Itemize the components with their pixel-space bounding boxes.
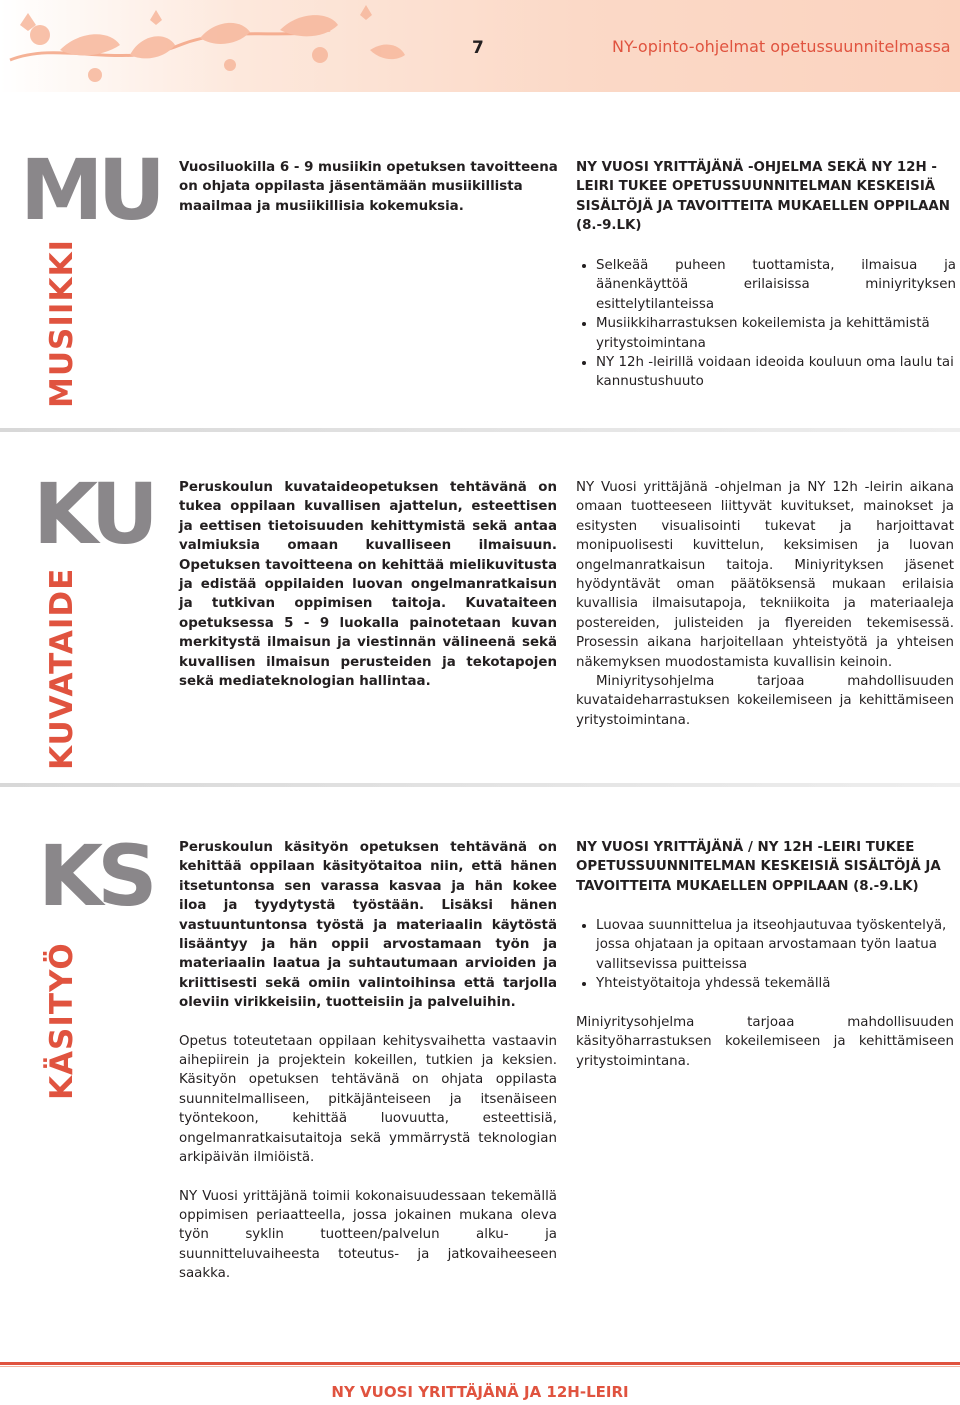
section-label-musiikki: MUSIIKKI xyxy=(44,239,80,408)
kuvataide-left-text: Peruskoulun kuvataideopetuksen tehtävänä on tukea oppilaan kuvallisen ajattelun, esteettisen ja eettisen tietoisuuden kehittymistä sekä antaa valmiuksia omaan kuvalliseen ilmaisuun. Opetuksen tavoitteena on kehittää mielikuvitusta ja edistää oppilaiden luovan ongelmanratkaisun ja tutkivan oppimisen taitoja. Kuvataiteen opetuksessa 5 - 9 luokalla painotetaan kuvan merkitystä ilmaisun ja viestinnän välineenä sekä kuvallisen ilmaisun perusteiden ja tekotapojen sekä mediateknologian hallintaa. xyxy=(179,480,557,690)
section-label-kuvataide: KUVATAIDE xyxy=(44,567,80,770)
musiikki-heading: NY VUOSI YRITTÄJÄNÄ -OHJELMA SEKÄ NY 12H -LEIRI TUKEE OPETUSSUUNNITELMAN KESKEISIÄ SISÄLTÖJÄ JA TAVOITTEITA MUKAELLEN OPPILAAN (8.-9.LK) xyxy=(576,160,950,234)
kasityo-left-text xyxy=(179,838,557,1284)
musiikki-bullet-list xyxy=(576,256,956,392)
footer-rule xyxy=(0,1366,960,1367)
footer-title: NY VUOSI YRITTÄJÄNÄ JA 12H-LEIRI xyxy=(331,1383,629,1401)
kuvataide-right-paragraph: NY Vuosi yrittäjänä -ohjelman ja NY 12h -leirin aikana omaan tuotteeseen liittyvät kuvitukset, mainokset ja esitysten visualisointi tukevat ja harjoittavat monipuolisesti kuvittelun, keksimisen ja luovan ongelmanratkaisun taitoja. Miniyrityksen jäsenet hyödyntävät oman päätöksensä mukaan erilaisia kuvallisia ilmaisutapoja, tekniikoita ja materiaaleja postereiden, julisteiden ja flyereiden tekemisessä. Prosessin aikana harjoitellaan yhteistyötä ja yhteisen näkemyksen muodostamista kuvallisin keinoin. xyxy=(576,480,954,670)
section-label-kasityo: KÄSITYÖ xyxy=(44,942,80,1100)
musiikki-intro: Vuosiluokilla 6 - 9 musiikin opetuksen tavoitteena on ohjata oppilasta jäsentämään musiikillista maailmaa ja musiikillisia kokemuksia. xyxy=(179,160,558,214)
section-divider xyxy=(0,428,960,432)
floral-decoration-icon xyxy=(0,0,420,92)
kasityo-bullet: • Yhteistyötaitoja yhdessä tekemällä xyxy=(596,974,956,993)
section-abbr-musiikki: MU xyxy=(20,141,160,239)
section-divider xyxy=(0,783,960,787)
kasityo-bullet-list xyxy=(576,916,956,994)
kasityo-bullet: • Luovaa suunnittelua ja itseohjautuvaa työskentelyä, jossa ohjataan ja opitaan arvostamaan työn laatua vallitsevissa puitteissa xyxy=(596,916,956,974)
musiikki-bullet: • Selkeää puheen tuottamista, ilmaisua ja äänenkäyttöä erilaisissa miniyrityksen esittelytilanteissa xyxy=(596,256,956,314)
page-header xyxy=(0,0,960,92)
musiikki-bullet: • Musiikkiharrastuksen kokeilemista ja kehittämistä yritystoimintana xyxy=(596,314,956,353)
kasityo-left-paragraph: Opetus toteutetaan oppilaan kehitysvaihetta vastaavin aihepiirein ja projektein kokeillen, tutkien ja keksien. Käsityön opetuksen tehtävänä on ohjata oppilasta suunnitelmalliseen, pitkäjänteiseen ja itsenäiseen työntekoon, kehittää luovuutta, esteettisiä, ongelmanratkaisutaitoja sekä ymmärrystä teknologian arkipäivän ilmiöistä. xyxy=(179,1033,557,1166)
kasityo-left-paragraph: NY Vuosi yrittäjänä toimii kokonaisuudessaan tekemällä oppimisen periaatteella, jossa jokainen mukana oleva työn syklin tuotteen/palvelun alku- ja suunnitteluvaiheesta toteutus- ja jatkovaiheeseen saakka. xyxy=(179,1188,557,1282)
kuvataide-right-text xyxy=(576,478,954,730)
musiikki-bullet: • NY 12h -leirillä voidaan ideoida kouluun oma laulu tai kannustushuuto xyxy=(596,353,956,392)
kasityo-left-paragraph: Peruskoulun käsityön opetuksen tehtävänä on kehittää oppilaan käsityötaitoa niin, että hänen itsetuntonsa sen varassa kasvaa ja hän kokee iloa ja tyydytystä työstään. Lisäksi hänen vastuuntuntonsa työstä ja materiaalin käytöstä lisääntyy ja hän oppii arvostamaan työn ja materiaalin laatua ja suhtautumaan arvioiden ja kriittisesti sekä omiin valintoihinsa että tarjolla oleviin virikkeisiin, tuotteisiin ja palveluihin. xyxy=(179,840,557,1011)
page-number: 7 xyxy=(472,38,484,58)
footer-rule xyxy=(0,1362,960,1365)
kuvataide-right-paragraph: Miniyritysohjelma tarjoaa mahdollisuuden kuvataideharrastuksen kokeilemiseen ja kehittämiseen yritystoimintana. xyxy=(576,674,954,728)
section-abbr-kuvataide: KU xyxy=(33,465,153,563)
section-abbr-kasityo: KS xyxy=(38,827,152,925)
kasityo-heading: NY VUOSI YRITTÄJÄNÄ / NY 12H -LEIRI TUKEE OPETUSSUUNNITELMAN KESKEISIÄ SISÄLTÖJÄ JA TAVOITTEITA MUKAELLEN OPPILAAN (8.-9.LK) xyxy=(576,840,941,894)
kasityo-right-paragraph: Miniyritysohjelma tarjoaa mahdollisuuden käsityöharrastuksen kokeilemiseen ja kehittämiseen yritystoimintana. xyxy=(576,1015,954,1069)
running-title: NY-opinto-ohjelmat opetussuunnitelmassa xyxy=(612,37,951,56)
